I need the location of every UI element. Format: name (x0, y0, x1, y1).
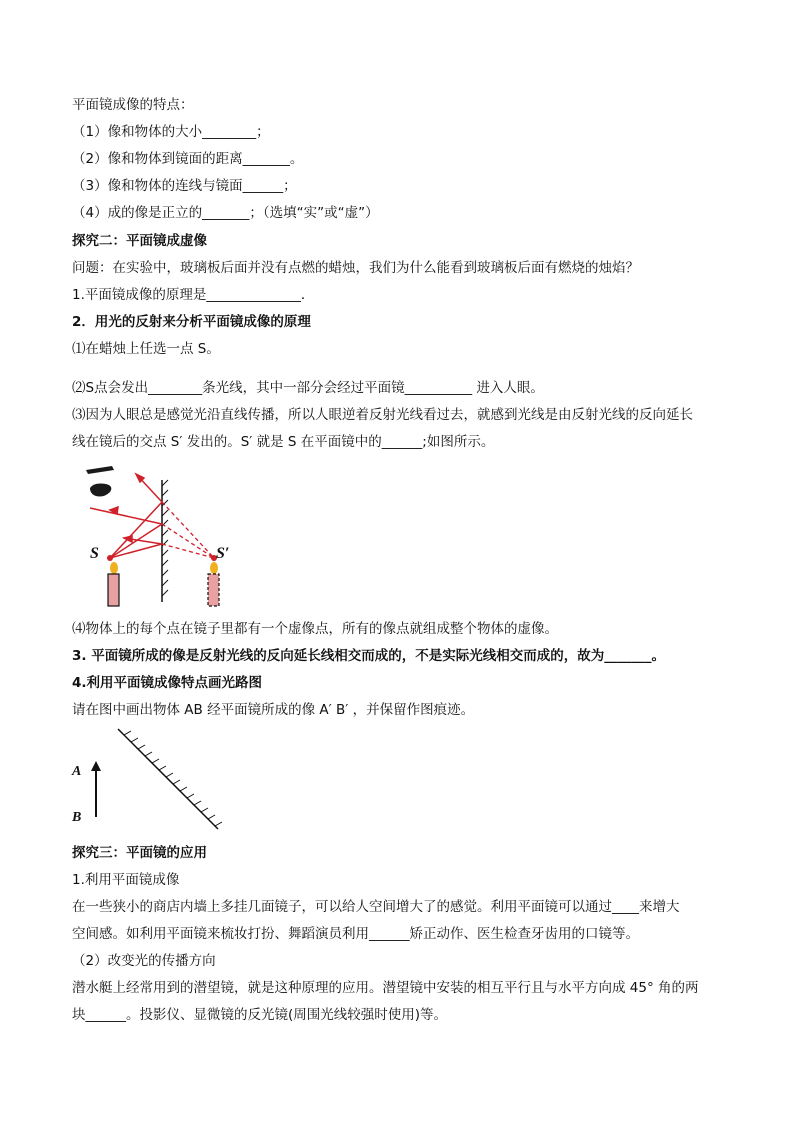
mirror-reflection-figure (80, 462, 250, 612)
explore2-heading: 探究二：平面镜成虚像 (72, 233, 207, 249)
features-title: 平面镜成像的特点： (72, 97, 194, 113)
virtual-extension-lines (162, 502, 214, 558)
explore2-item-4: 4.利用平面镜成像特点画光路图 (72, 675, 263, 691)
inclined-mirror-hatching (124, 731, 222, 826)
flame-icon (110, 562, 118, 574)
label-s-prime: S′ (216, 545, 230, 562)
label-a: A (72, 764, 82, 779)
explore3-para-1-line-2: 空间感。如利用平面镜来梳妆打扮、舞蹈演员利用______矫正动作、医生检查牙齿用的口镜等。 (72, 926, 639, 942)
explore2-item-1: 1.平面镜成像的原理是______________． (72, 287, 315, 303)
explore2-item-2: 2．用光的反射来分析平面镜成像的原理 (72, 314, 311, 330)
inclined-mirror (118, 729, 218, 829)
virtual-flame-icon (210, 562, 218, 574)
feature-item-3: （3）像和物体的连线与镜面______； (72, 178, 297, 194)
explore3-para-2-line-2: 块______。投影仪、显微镜的反光镜(周围光线较强时使用)等。 (72, 1007, 448, 1023)
explore2-item-4-task: 请在图中画出物体 AB 经平面镜所成的像 A′ B′ ，并保留作图痕迹。 (72, 702, 475, 718)
feature-item-4: （4）成的像是正立的_______；（选填“实”或“虚”） (72, 205, 379, 221)
explore3-para-1-line-1: 在一些狭小的商店内墙上多挂几面镜子，可以给人空间增大了的感觉。利用平面镜可以通过____来增大 (72, 899, 680, 915)
virtual-candle (208, 574, 219, 606)
explore2-step-3-line-1: ⑶因为人眼总是感觉光沿直线传播，所以人眼逆着反射光线看过去，就感到光线是由反射光线的反向延长 (72, 407, 693, 423)
explore2-step-3-line-2: 线在镜后的交点 S′ 发出的。S′ 就是 S 在平面镜中的______;如图所示。 (72, 434, 495, 450)
label-s: S (90, 545, 99, 562)
ab-mirror-figure (68, 725, 238, 835)
eye-icon (90, 484, 111, 497)
arrow-head (91, 761, 101, 771)
mirror-hatching (162, 480, 168, 596)
point-s (107, 555, 113, 561)
explore3-sub-1: 1.利用平面镜成像 (72, 872, 180, 888)
explore3-para-2-line-1: 潜水艇上经常用到的潜望镜，就是这种原理的应用。潜望镜中安装的相互平行且与水平方向成 45° 角的两 (72, 980, 699, 996)
explore2-step-2: ⑵S点会发出________条光线，其中一部分会经过平面镜__________ 进入人眼。 (72, 380, 544, 396)
explore2-step-1: ⑴在蜡烛上任选一点 S。 (72, 341, 220, 357)
candle (108, 574, 119, 606)
explore2-step-4: ⑷物体上的每个点在镜子里都有一个虚像点，所有的像点就组成整个物体的虚像。 (72, 621, 558, 637)
explore2-question: 问题：在实验中，玻璃板后面并没有点燃的蜡烛，我们为什么能看到玻璃板后面有燃烧的烛焰？ (72, 260, 639, 276)
explore3-sub-2: （2）改变光的传播方向 (72, 953, 216, 969)
feature-item-2: （2）像和物体到镜面的距离_______。 (72, 151, 304, 167)
explore3-heading: 探究三：平面镜的应用 (72, 845, 207, 861)
explore2-item-3: 3. 平面镜所成的像是反射光线的反向延长线相交而成的，不是实际光线相交而成的，故为_______。 (72, 648, 665, 664)
eye-icon (86, 466, 114, 474)
feature-item-1: （1）像和物体的大小________； (72, 124, 270, 140)
label-b: B (72, 810, 82, 825)
